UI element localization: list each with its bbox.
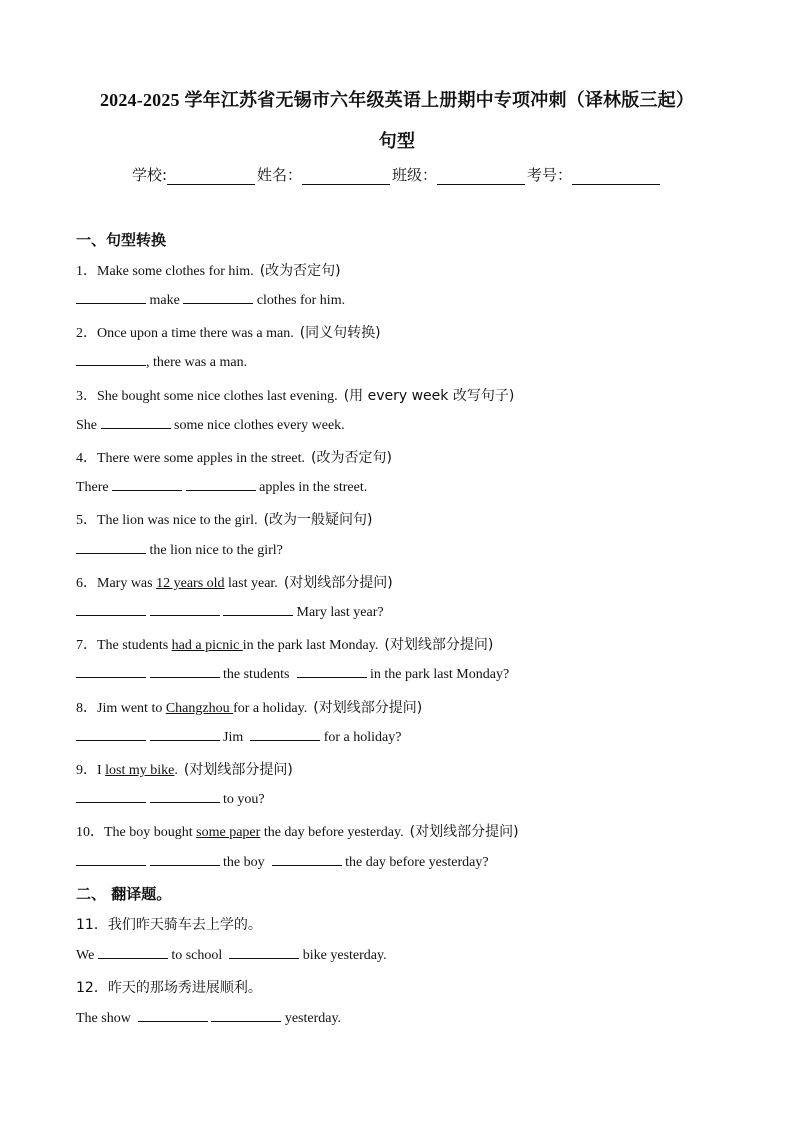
question-hint: (对划线部分提问) [283,575,393,591]
answer-1 [76,291,345,309]
answer-text: for a holiday? [323,730,402,745]
answer-blank[interactable] [76,291,146,304]
question-hint: (对划线部分提问) [183,762,293,778]
question-4 [76,447,392,467]
answer-blank[interactable] [76,728,146,741]
question-number: 12． [76,980,108,996]
answer-text: to school [171,948,223,963]
class-label: 班级： [392,166,438,184]
question-8 [76,697,422,717]
answer-text: the students [223,667,290,682]
answer-blank[interactable] [183,291,253,304]
answer-blank[interactable] [76,603,146,616]
answer-10 [76,853,489,871]
answer-blank[interactable] [76,353,146,366]
underlined-part: had a picnic [171,638,243,653]
question-hint: (同义句转换) [299,325,381,341]
question-text: for a holiday. [233,701,308,716]
question-10 [76,821,519,841]
answer-12 [76,1009,341,1027]
question-12 [76,977,262,997]
answer-text: There [76,480,109,495]
question-text: the day before yesterday. [260,825,404,840]
underlined-part: Changzhou [165,701,234,716]
answer-text: the boy [223,855,265,870]
question-number: 7． [76,638,97,653]
answer-text: the lion nice to the girl? [149,543,283,558]
answer-blank[interactable] [211,1009,281,1022]
answer-blank[interactable] [150,728,220,741]
answer-blank[interactable] [112,478,182,491]
question-text: The students [97,638,172,653]
question-text: 昨天的那场秀进展顺利。 [107,980,262,996]
question-hint: (对划线部分提问) [313,700,423,716]
answer-blank[interactable] [150,665,220,678]
question-text: She bought some nice clothes last evening. [97,389,338,404]
answer-text: apples in the street. [259,480,368,495]
question-text: in the park last Monday. [242,638,379,653]
question-text: Once upon a time there was a man. [97,326,294,341]
answer-blank[interactable] [150,603,220,616]
question-text: 我们昨天骑车去上学的。 [107,917,262,933]
section-heading-1: 一、句型转换 [76,231,167,249]
answer-text: , there was a man. [146,355,248,370]
question-11 [76,914,262,934]
answer-text: the day before yesterday? [345,855,489,870]
answer-blank[interactable] [76,790,146,803]
question-text: . [174,763,178,778]
question-number: 8． [76,701,97,716]
question-text: The lion was nice to the girl. [97,513,258,528]
question-number: 6． [76,576,97,591]
answer-blank[interactable] [138,1009,208,1022]
question-hint: (对划线部分提问) [409,824,519,840]
question-number: 9． [76,763,97,778]
question-text: There were some apples in the street. [97,451,305,466]
answer-blank[interactable] [223,603,293,616]
answer-blank[interactable] [150,790,220,803]
answer-text: to you? [223,792,265,807]
question-6 [76,572,393,592]
answer-blank[interactable] [101,416,171,429]
answer-text: Jim [223,730,244,745]
answer-text: in the park last Monday? [370,667,510,682]
answer-text: She [76,418,97,433]
answer-9 [76,790,265,808]
answer-text: Mary last year? [296,605,384,620]
question-hint: (改为否定句) [310,450,392,466]
answer-7 [76,665,509,683]
answer-blank[interactable] [250,728,320,741]
question-7 [76,634,493,654]
answer-text: The show [76,1011,131,1026]
question-text: Mary was [97,576,157,591]
school-label: 学校: [131,166,167,184]
question-text: The boy bought [104,825,197,840]
answer-2 [76,353,247,371]
question-number: 4． [76,451,97,466]
answer-4 [76,478,367,496]
answer-text: clothes for him. [256,293,346,308]
answer-blank[interactable] [272,853,342,866]
underlined-part: lost my bike [105,763,175,778]
question-5 [76,509,373,529]
answer-blank[interactable] [76,853,146,866]
question-1 [76,260,341,280]
underlined-part: some paper [196,825,261,840]
school-field[interactable] [167,170,255,185]
question-text: I [97,763,106,778]
question-2 [76,322,381,342]
answer-3 [76,416,345,434]
answer-text: make [149,293,180,308]
answer-blank[interactable] [76,541,146,554]
answer-blank[interactable] [297,665,367,678]
name-label: 姓名： [257,166,303,184]
answer-8 [76,728,401,746]
underlined-part: 12 years old [156,576,225,591]
question-hint: (对划线部分提问) [384,637,494,653]
answer-blank[interactable] [76,665,146,678]
page-title: 2024-2025 学年江苏省无锡市六年级英语上册期中专项冲刺（译林版三起） [99,90,695,110]
answer-6 [76,603,384,621]
section-heading-2: 二、 翻译题。 [76,885,172,903]
answer-blank[interactable] [98,946,168,959]
answer-11 [76,946,387,964]
answer-text: bike yesterday. [302,948,387,963]
question-text: last year. [224,576,278,591]
question-9 [76,759,293,779]
name-field[interactable] [302,170,390,185]
question-text: Make some clothes for him. [97,264,254,279]
question-hint: (用 every week 改写句子) [343,388,515,404]
exam-no-field[interactable] [572,170,660,185]
question-number: 10． [76,825,104,840]
question-number: 3． [76,389,97,404]
question-number: 5． [76,513,97,528]
answer-blank[interactable] [229,946,299,959]
answer-5 [76,541,283,559]
question-hint: (改为一般疑问句) [263,512,373,528]
question-3 [76,385,514,405]
question-number: 2． [76,326,97,341]
page-subtitle: 句型 [378,131,416,151]
answer-text: We [76,948,95,963]
question-text: Jim went to [97,701,166,716]
exam-no-label: 考号： [527,166,573,184]
student-info-row [0,164,794,185]
answer-blank[interactable] [186,478,256,491]
answer-text: some nice clothes every week. [174,418,345,433]
question-number: 1． [76,264,97,279]
question-hint: (改为否定句) [259,263,341,279]
class-field[interactable] [437,170,525,185]
answer-blank[interactable] [150,853,220,866]
question-number: 11． [76,917,108,933]
answer-text: yesterday. [284,1011,342,1026]
